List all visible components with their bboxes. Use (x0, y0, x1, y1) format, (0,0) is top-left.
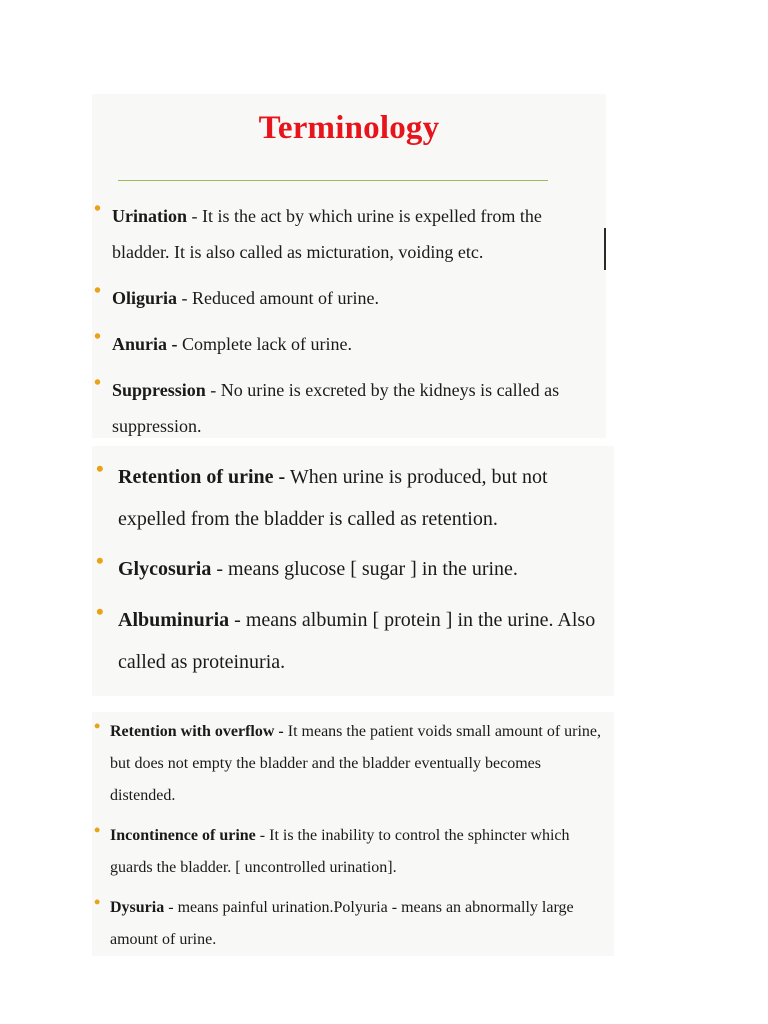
term: Suppression (112, 380, 206, 400)
bullet-icon: • (96, 456, 104, 481)
term: Dysuria (110, 899, 165, 916)
term: Retention with overflow - (110, 723, 284, 740)
item-text (118, 548, 610, 590)
bullet-icon: • (94, 716, 101, 736)
separator: - (177, 288, 193, 308)
definition: It means the patient voids small amount of urine, but does not empty the bladder and the bladder eventually becomes distended. (110, 723, 602, 804)
definition: means albumin [ protein ] in the urine. Also called as proteinuria. (118, 609, 596, 673)
bullet-icon: • (94, 326, 102, 348)
bullet-icon: • (94, 820, 101, 840)
slide-terminology-3 (92, 712, 614, 956)
item-text (110, 716, 610, 812)
separator: - (205, 380, 221, 400)
item-text (112, 280, 602, 316)
separator: - (255, 827, 270, 844)
definition: No urine is excreted by the kidneys is called as suppression. (112, 380, 560, 436)
definition: Complete lack of urine. (182, 334, 352, 354)
term: Urination (112, 206, 188, 226)
term: Glycosuria (118, 558, 212, 580)
slide-terminology-1 (92, 94, 606, 438)
separator: - (187, 206, 203, 226)
bullet-icon: • (94, 198, 102, 220)
title-divider (118, 180, 548, 181)
bullet-icon: • (94, 892, 101, 912)
separator: - (211, 558, 229, 580)
definition: means painful urination.Polyuria - means an abnormally large amount of urine. (110, 899, 574, 948)
term: Retention of urine - (118, 466, 286, 488)
term: Albuminuria (118, 609, 230, 631)
definition: When urine is produced, but not expelled from the bladder is called as retention. (118, 466, 548, 530)
bullet-icon: • (94, 280, 102, 302)
item-text (112, 372, 602, 444)
bullet-icon: • (94, 372, 102, 394)
item-text (118, 456, 610, 540)
definition: It is the act by which urine is expelled from the bladder. It is also called as micturation, voiding etc. (112, 206, 542, 262)
term: Incontinence of urine (110, 827, 256, 844)
item-text (112, 198, 602, 270)
separator: - (164, 899, 178, 916)
definition: Reduced amount of urine. (192, 288, 379, 308)
edge-mark (604, 228, 606, 270)
definition: means glucose [ sugar ] in the urine. (228, 558, 518, 580)
slide-title: Terminology (258, 110, 440, 146)
term: Anuria - (112, 334, 178, 354)
term: Oliguria (112, 288, 178, 308)
bullet-icon: • (96, 548, 104, 573)
item-text (110, 892, 610, 956)
definition: It is the inability to control the sphincter which guards the bladder. [ uncontrolled urination]. (110, 827, 570, 876)
item-text (118, 599, 610, 683)
slide-terminology-2 (92, 446, 614, 696)
separator: - (229, 609, 246, 631)
item-text (110, 820, 610, 884)
item-text (112, 326, 602, 362)
bullet-icon: • (96, 599, 104, 624)
